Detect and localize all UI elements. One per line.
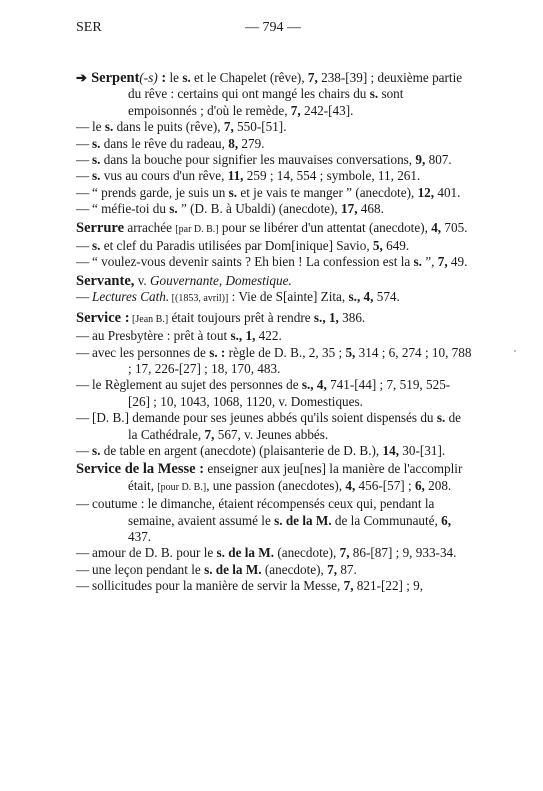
entry-text: 242-[43]. [300, 102, 354, 118]
entry-text: 456-[57] ; [355, 477, 415, 493]
sub-entry [76, 496, 472, 545]
sub-entry [76, 254, 472, 270]
entry-text: 208. [424, 477, 452, 493]
index-content [76, 70, 472, 595]
abbr: s. [182, 70, 191, 85]
volume-number: 7, [343, 578, 354, 594]
abbr: s. [169, 201, 178, 217]
entry-text: “ prends garde, je suis un [92, 184, 229, 200]
headword-suffix: (-s) [139, 70, 158, 85]
entry-text: 649. [382, 238, 410, 254]
entry-text: ”, [421, 254, 438, 270]
editor-note: [par D. B.] [175, 223, 219, 235]
dash: — [76, 344, 90, 360]
abbr: s. [92, 442, 101, 458]
entry-text: le [92, 119, 105, 135]
dash: — [76, 135, 90, 151]
abbr: s. [436, 410, 446, 426]
entry-text: 705. [441, 219, 468, 235]
volume-number: 7, [290, 102, 301, 118]
sub-entry [76, 443, 472, 459]
volume-number: 1, [325, 309, 339, 325]
entry-text: dans la bouche pour signifier les mauvaises conversations, [100, 152, 416, 168]
entry-text: 30-[31]. [399, 442, 446, 458]
entry-text: dans le puits (rêve), [113, 119, 224, 135]
entry-text: était toujours prêt à rendre [168, 309, 314, 325]
volume-number: 5, [372, 238, 383, 254]
entry-text: de la Communauté, [331, 512, 442, 528]
dash: — [76, 496, 90, 512]
volume-number: 14, [382, 442, 399, 458]
volume-number: 5, [345, 344, 356, 360]
entry-text: dans le rêve du radeau, [100, 135, 229, 151]
abbr: s. de la M. [274, 512, 332, 528]
headword: Service : [76, 309, 130, 326]
entry-text: 238-[39] ; deuxième partie du rêve : certains qui ont mangé les chairs du [128, 70, 463, 102]
scan-speck [514, 350, 516, 352]
entry-text: , une passion (anecdotes), [206, 477, 346, 493]
volume-number: 7, [339, 545, 350, 561]
entry-text: sont empoisonnés ; d'où le remède, [128, 86, 404, 118]
dash: — [76, 184, 90, 200]
entry-text: “ voulez-vous devenir saints ? Eh bien ! La confession est la [92, 254, 414, 270]
dash: — [76, 152, 90, 168]
editor-note: [pour D. B.] [157, 481, 207, 493]
abbr: s. [369, 86, 379, 102]
entry-text: au Presbytère : prêt à tout [92, 328, 231, 344]
editor-note: [(1853, avril)] [169, 293, 229, 305]
volume-number: 4, [360, 289, 374, 305]
entry-text: [D. B.] demande pour ses jeunes abbés qu'ils soient dispensés du [92, 410, 437, 426]
dash: — [76, 377, 90, 393]
sub-entry [76, 545, 472, 561]
volume-number: 11, [227, 168, 244, 184]
volume-number: 7, [307, 70, 318, 85]
abbr: s. [228, 184, 238, 200]
entry-text: 567, v. Jeunes abbés. [214, 426, 329, 442]
entry-text: et je vais te manger ” (anecdote), [237, 184, 418, 200]
entry-text: 550-[51]. [233, 119, 287, 135]
dash: — [76, 561, 90, 577]
abbr: s. [92, 238, 101, 254]
dash: — [76, 578, 90, 594]
sub-entry [76, 119, 472, 135]
volume-number: 4, [431, 219, 442, 235]
sub-entry [76, 562, 472, 578]
abbr: s. [92, 152, 101, 168]
volume-number: 9, [415, 152, 426, 168]
arrow-right-icon: ➔ [76, 70, 88, 85]
entry-text: sollicitudes pour la manière de servir la Messe, [92, 578, 344, 594]
sub-entry [76, 345, 472, 378]
volume-number: 12, [417, 184, 435, 200]
headword: Serrure [76, 219, 125, 236]
volume-number: 7, [437, 254, 448, 270]
dash: — [76, 238, 90, 254]
entry-text: 468. [357, 201, 384, 217]
entry-text: ” (D. B. à Ubaldi) (anecdote), [177, 201, 342, 217]
volume-number: 8, [228, 135, 239, 151]
abbr: s. [92, 168, 101, 184]
volume-number: 17, [341, 201, 358, 217]
editor-note: [Jean B.] [129, 313, 169, 325]
abbr: s. de la M. [204, 561, 262, 577]
entry-service [76, 310, 472, 328]
dash: — [76, 254, 90, 270]
entry-text: 401. [434, 184, 461, 200]
abbr: s. [413, 254, 422, 270]
abbr: s. de la M. [216, 545, 275, 561]
dash: — [76, 442, 90, 458]
volume-number: 6, [414, 477, 425, 493]
entry-text: 314 ; 6, 274 ; 10, 788 ; 17, 226-[27] ; 18, 170, 483. [128, 344, 472, 376]
abbr: s., [301, 377, 314, 393]
entry-text: 279. [238, 135, 265, 151]
page-header [76, 20, 470, 40]
entry-text: 87. [337, 561, 357, 577]
sub-entry [76, 201, 472, 217]
entry-text: 741-[44] ; 7, 519, 525-[26] ; 10, 1043, 1068, 1120, v. Domestiques. [128, 377, 451, 409]
sub-entry [76, 238, 472, 254]
sub-entry [76, 377, 472, 410]
headword: Service de la Messe : [76, 461, 205, 478]
page-number: — 794 — [245, 20, 301, 35]
entry-text: vus au cours d'un rêve, [100, 168, 228, 184]
entry-text: coutume : le dimanche, étaient récompensés ceux qui, pendant la semaine, avaient assumé le [92, 496, 435, 528]
cross-reference: Gouvernante, Domestique. [150, 272, 292, 288]
entry-service-messe [76, 461, 472, 496]
entry-text: de la Cathédrale, [128, 410, 462, 442]
headword: Serpent [91, 70, 140, 86]
abbr: s., [313, 309, 326, 325]
dash: — [76, 410, 90, 426]
abbr: s., [230, 328, 243, 344]
entry-text: une leçon pendant le [92, 561, 205, 577]
entry-text: (anecdote), [261, 561, 328, 577]
entry-serpent [76, 70, 472, 119]
entry-text: règle de D. B., 2, 35 ; [225, 344, 346, 360]
entry-text: et le Chapelet (rêve), [190, 70, 308, 85]
volume-number: 7, [327, 561, 338, 577]
sub-entry [76, 185, 472, 201]
sub-entry [76, 136, 472, 152]
entry-text: 386. [338, 309, 366, 325]
volume-number: 7, [204, 426, 215, 442]
volume-number: 7, [223, 119, 234, 135]
sub-entry [76, 578, 472, 594]
sub-entry [76, 328, 472, 344]
entry-text: “ méfie-toi du [92, 201, 170, 217]
sub-entry [76, 168, 472, 184]
headword-colon: : [157, 70, 167, 86]
dash: — [76, 289, 90, 305]
entry-text: 574. [373, 289, 400, 305]
entry-text: 422. [255, 328, 282, 344]
entry-text: 821-[22] ; 9, [353, 578, 424, 594]
entry-text: et clef du Paradis utilisées par Dom[inique] Savio, [100, 238, 373, 254]
running-head: SER [76, 20, 102, 35]
entry-text: 49. [447, 254, 468, 270]
dash: — [76, 168, 90, 184]
volume-number: 4, [316, 377, 327, 393]
entry-text: avec les personnes de [92, 344, 210, 360]
entry-text: 259 ; 14, 554 ; symbole, 11, 261. [243, 168, 421, 184]
volume-number: 1, [245, 328, 256, 344]
dash: — [76, 545, 90, 561]
entry-text: 86-[87] ; 9, 933-34. [349, 545, 457, 561]
volume-number: 6, [441, 512, 452, 528]
headword: Servante, [76, 272, 135, 289]
entry-text: v. [134, 272, 151, 288]
volume-number: 4, [345, 477, 356, 493]
entry-text: amour de D. B. pour le [92, 545, 217, 561]
abbr: s., [348, 289, 361, 305]
abbr: s. [104, 119, 114, 135]
entry-text: (anecdote), [274, 545, 340, 561]
sub-entry [76, 289, 472, 307]
entry-text: : Vie de S[ainte] Zita, [228, 289, 349, 305]
entry-text: 807. [425, 152, 452, 168]
entry-text: de table en argent (anecdote) (plaisanterie de D. B.), [100, 442, 383, 458]
entry-text: 437. [128, 528, 152, 544]
entry-text: arrachée [124, 219, 176, 235]
publication-title: Lectures Cath. [92, 289, 170, 305]
abbr: s. [92, 135, 101, 151]
sub-entry [76, 152, 472, 168]
abbr: s. : [209, 344, 226, 360]
sub-entry [76, 410, 472, 443]
entry-serrure [76, 220, 472, 238]
entry-text: pour se libérer d'un attentat (anecdote), [218, 219, 432, 235]
dash: — [76, 119, 90, 135]
dash: — [76, 201, 90, 217]
entry-text: le [166, 70, 183, 85]
entry-text: enseigner aux jeu[nes] la manière de l'accomplir était, [128, 461, 463, 493]
entry-servante [76, 273, 472, 289]
dash: — [76, 328, 90, 344]
entry-text: le Règlement au sujet des personnes de [92, 377, 302, 393]
